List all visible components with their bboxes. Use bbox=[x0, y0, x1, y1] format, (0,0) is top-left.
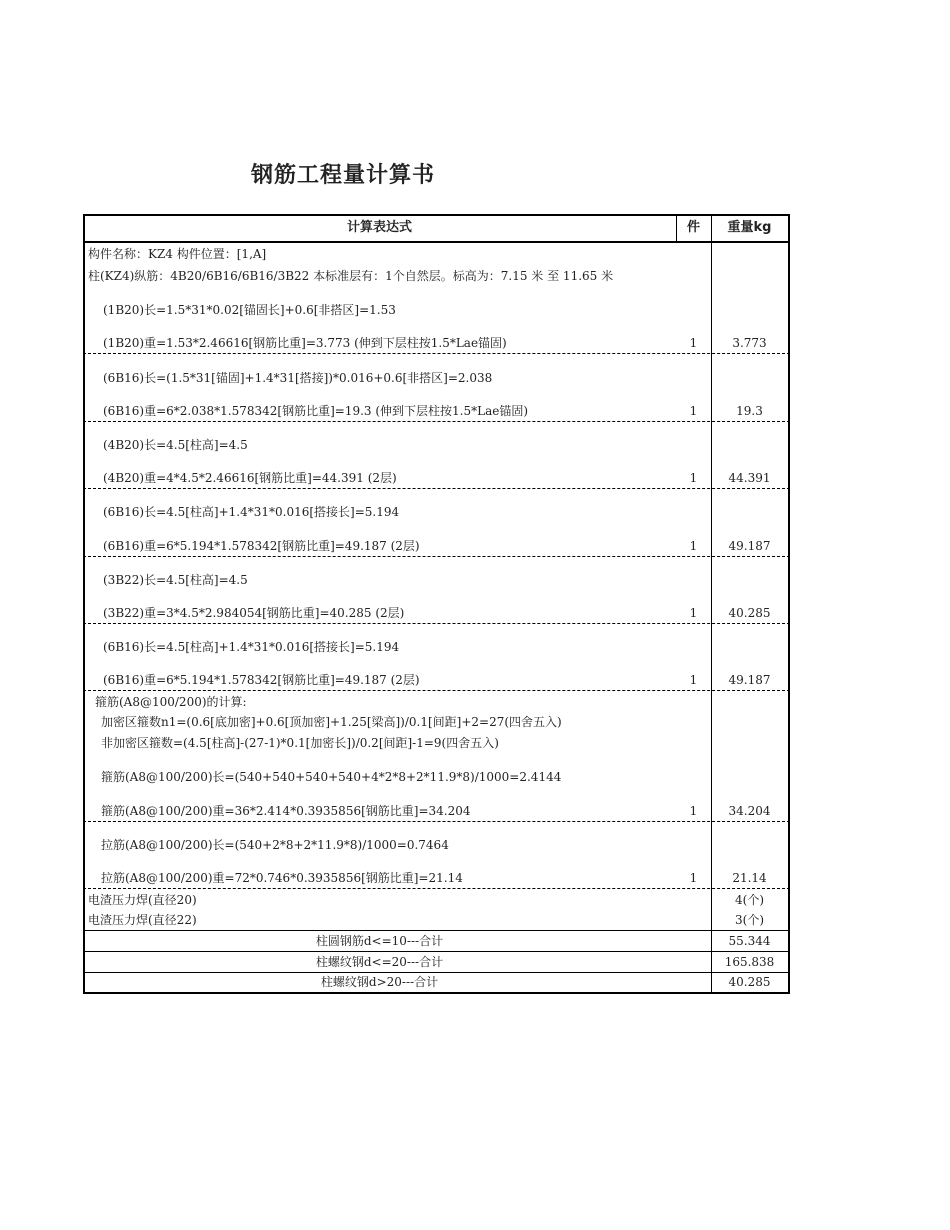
weight-formula: 箍筋(A8@100/200)重=36*2.414*0.3935856[钢筋比重]=34.204 bbox=[101, 804, 471, 818]
weight-formula: (6B16)重=6*5.194*1.578342[钢筋比重]=49.187 (2层) bbox=[103, 673, 420, 687]
count-cell: 1 bbox=[689, 804, 698, 818]
calc-table bbox=[83, 214, 790, 994]
row-separator bbox=[83, 972, 790, 973]
row-separator bbox=[83, 821, 790, 822]
rebar-summary: 柱(KZ4)纵筋：4B20/6B16/6B16/3B22 本标准层有：1个自然层。标高为：7.15 米 至 11.65 米 bbox=[88, 269, 614, 283]
length-formula: (6B16)长=(1.5*31[锚固]+1.4*31[搭接])*0.016+0.6[非搭区]=2.038 bbox=[103, 371, 493, 385]
row-separator bbox=[83, 421, 790, 422]
row-separator bbox=[83, 930, 790, 931]
count-cell: 1 bbox=[689, 871, 698, 885]
weight-cell: 19.3 bbox=[736, 404, 763, 418]
total-value: 55.344 bbox=[728, 934, 771, 948]
weight-formula: (3B22)重=3*4.5*2.984054[钢筋比重]=40.285 (2层) bbox=[103, 606, 405, 620]
weight-cell: 34.204 bbox=[728, 804, 771, 818]
length-formula: (1B20)长=1.5*31*0.02[锚固长]+0.6[非搭区]=1.53 bbox=[103, 303, 396, 317]
total-value: 40.285 bbox=[728, 975, 771, 989]
weight-cell: 40.285 bbox=[728, 606, 771, 620]
count-cell: 1 bbox=[689, 404, 698, 418]
row-separator bbox=[83, 353, 790, 354]
stirrup-title: 箍筋(A8@100/200)的计算: bbox=[95, 695, 247, 709]
row-separator bbox=[83, 690, 790, 691]
count-cell: 1 bbox=[689, 606, 698, 620]
weight-cell: 49.187 bbox=[728, 539, 771, 553]
total-label: 柱螺纹钢d>20---合计 bbox=[320, 975, 439, 989]
header-weight: 重量kg bbox=[727, 220, 772, 235]
weight-formula: (6B16)重=6*2.038*1.578342[钢筋比重]=19.3 (伸到下层柱按1.5*Lae锚固) bbox=[103, 404, 529, 418]
row-separator bbox=[83, 488, 790, 489]
weld-label: 电渣压力焊(直径20) bbox=[88, 893, 197, 907]
weld-value: 3(个) bbox=[735, 913, 764, 927]
row-separator bbox=[83, 951, 790, 952]
weld-label: 电渣压力焊(直径22) bbox=[88, 913, 197, 927]
table-border-bottom bbox=[83, 992, 790, 994]
row-separator bbox=[83, 623, 790, 624]
stirrup-dense-count: 加密区箍数n1=(0.6[底加密]+0.6[顶加密]+1.25[梁高])/0.1[间距]+2=27(四舍五入) bbox=[101, 715, 562, 729]
weight-formula: 拉筋(A8@100/200)重=72*0.746*0.3935856[钢筋比重]=21.14 bbox=[101, 871, 463, 885]
row-separator bbox=[83, 556, 790, 557]
weight-formula: (6B16)重=6*5.194*1.578342[钢筋比重]=49.187 (2层) bbox=[103, 539, 420, 553]
length-formula: (6B16)长=4.5[柱高]+1.4*31*0.016[搭接长]=5.194 bbox=[103, 505, 400, 519]
page-title: 钢筋工程量计算书 bbox=[251, 163, 436, 188]
count-cell: 1 bbox=[689, 539, 698, 553]
count-cell: 1 bbox=[689, 336, 698, 350]
weld-value: 4(个) bbox=[735, 893, 764, 907]
weight-cell: 3.773 bbox=[732, 336, 767, 350]
component-info: 构件名称：KZ4 构件位置：[1,A] bbox=[88, 247, 267, 261]
length-formula: (6B16)长=4.5[柱高]+1.4*31*0.016[搭接长]=5.194 bbox=[103, 640, 400, 654]
total-value: 165.838 bbox=[724, 955, 775, 969]
weight-cell: 49.187 bbox=[728, 673, 771, 687]
total-label: 柱圆钢筋d<=10---合计 bbox=[315, 934, 444, 948]
weight-formula: (1B20)重=1.53*2.46616[钢筋比重]=3.773 (伸到下层柱按1.5*Lae锚固) bbox=[103, 336, 507, 350]
count-cell: 1 bbox=[689, 673, 698, 687]
length-formula: (4B20)长=4.5[柱高]=4.5 bbox=[103, 438, 248, 452]
length-formula: (3B22)长=4.5[柱高]=4.5 bbox=[103, 573, 248, 587]
header-count: 件 bbox=[686, 220, 700, 235]
length-formula: 拉筋(A8@100/200)长=(540+2*8+2*11.9*8)/1000=0.7464 bbox=[101, 838, 449, 852]
count-cell: 1 bbox=[689, 471, 698, 485]
length-formula: 箍筋(A8@100/200)长=(540+540+540+540+4*2*8+2*11.9*8)/1000=2.4144 bbox=[101, 770, 562, 784]
table-border-right bbox=[788, 214, 790, 994]
header-expression: 计算表达式 bbox=[346, 220, 412, 235]
weight-formula: (4B20)重=4*4.5*2.46616[钢筋比重]=44.391 (2层) bbox=[103, 471, 397, 485]
stirrup-sparse-count: 非加密区箍数=(4.5[柱高]-(27-1)*0.1[加密长])/0.2[间距]-1=9(四舍五入) bbox=[101, 736, 499, 750]
total-label: 柱螺纹钢d<=20---合计 bbox=[315, 955, 444, 969]
row-separator bbox=[83, 888, 790, 889]
weight-cell: 44.391 bbox=[728, 471, 771, 485]
weight-cell: 21.14 bbox=[732, 871, 767, 885]
table-border-left bbox=[83, 214, 85, 994]
